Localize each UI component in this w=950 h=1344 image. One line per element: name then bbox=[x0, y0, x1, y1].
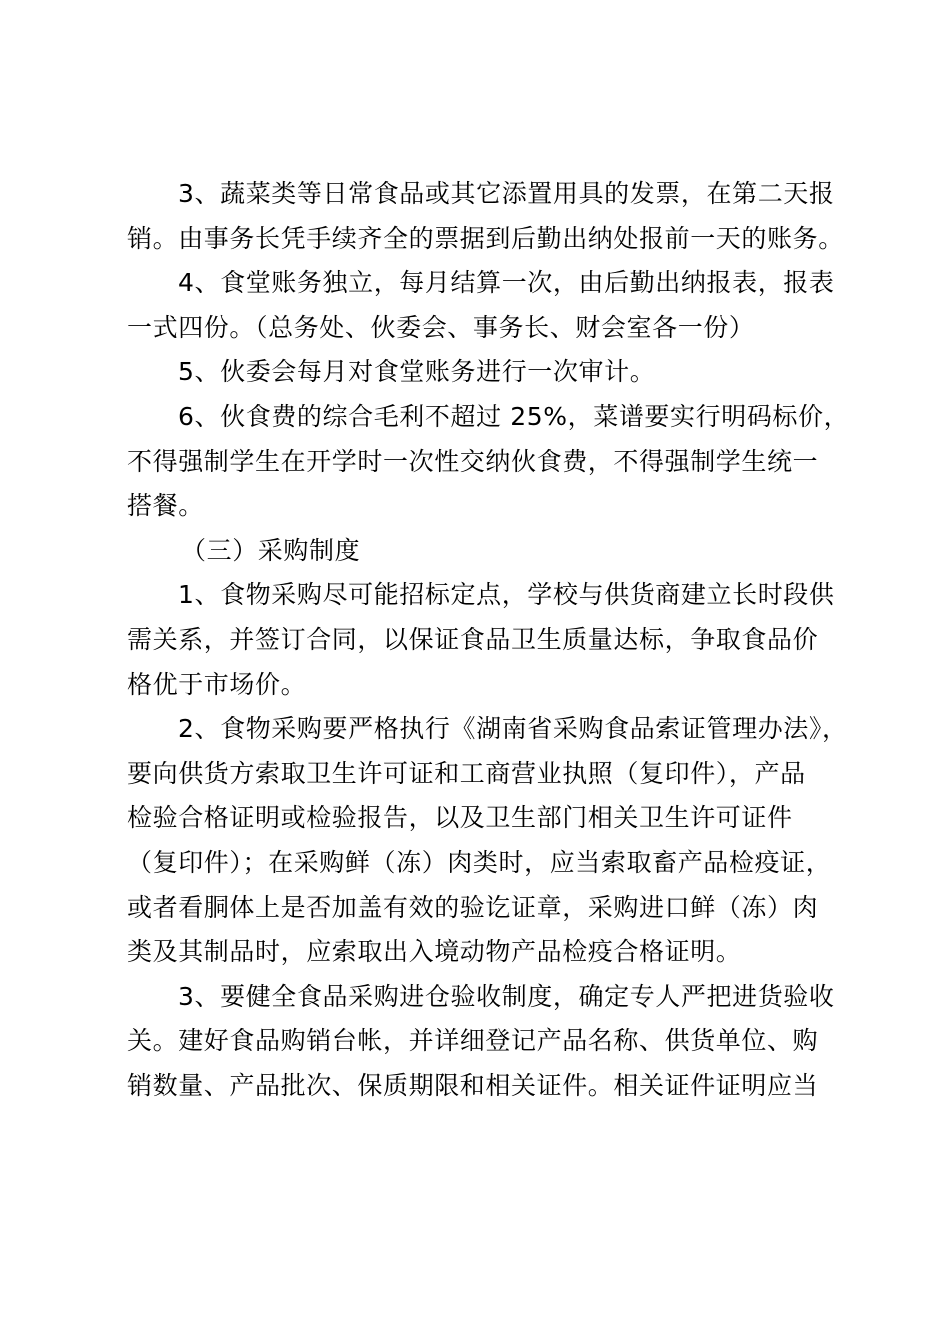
text-line: 需关系，并签订合同，以保证食品卫生质量达标，争取食品价 bbox=[127, 624, 819, 654]
text-line: 类及其制品时，应索取出入境动物产品检疫合格证明。 bbox=[127, 937, 742, 967]
text-line: 要向供货方索取卫生许可证和工商营业执照（复印件），产品 bbox=[127, 758, 806, 788]
text-line: 2、食物采购要严格执行《湖南省采购食品索证管理办法》， bbox=[178, 714, 848, 744]
text-line: 销。由事务长凭手续齐全的票据到后勤出纳处报前一天的账务。 bbox=[127, 223, 844, 253]
text-line: 不得强制学生在开学时一次性交纳伙食费，不得强制学生统一 bbox=[127, 446, 819, 476]
text-line: 销数量、产品批次、保质期限和相关证件。相关证件证明应当 bbox=[127, 1070, 819, 1100]
text-line: 检验合格证明或检验报告，以及卫生部门相关卫生许可证件 bbox=[127, 803, 793, 833]
section-heading: （三）采购制度 bbox=[181, 535, 361, 565]
text-line: 5、伙委会每月对食堂账务进行一次审计。 bbox=[178, 357, 656, 387]
text-line: 1、食物采购尽可能招标定点，学校与供货商建立长时段供 bbox=[178, 580, 835, 610]
text-line: （复印件）；在采购鲜（冻）肉类时，应当索取畜产品检疫证， bbox=[127, 847, 832, 877]
text-line: 格优于市场价。 bbox=[127, 669, 307, 699]
text-line: 关。建好食品购销台帐，并详细登记产品名称、供货单位、购 bbox=[127, 1026, 819, 1056]
text-line: 3、蔬菜类等日常食品或其它添置用具的发票，在第二天报 bbox=[178, 179, 835, 208]
text-line: 6、伙食费的综合毛利不超过 25%，菜谱要实行明码标价， bbox=[178, 401, 850, 431]
text-line: 3、要健全食品采购进仓验收制度，确定专人严把进货验收 bbox=[178, 981, 835, 1011]
text-line: 搭餐。 bbox=[127, 491, 204, 521]
text-line: 一式四份。（总务处、伙委会、事务长、财会室各一份） bbox=[127, 312, 755, 342]
document-body bbox=[127, 172, 850, 1108]
text-line: 4、食堂账务独立，每月结算一次，由后勤出纳报表，报表 bbox=[178, 268, 835, 298]
text-line: 或者看胴体上是否加盖有效的验讫证章，采购进口鲜（冻）肉 bbox=[127, 892, 819, 922]
